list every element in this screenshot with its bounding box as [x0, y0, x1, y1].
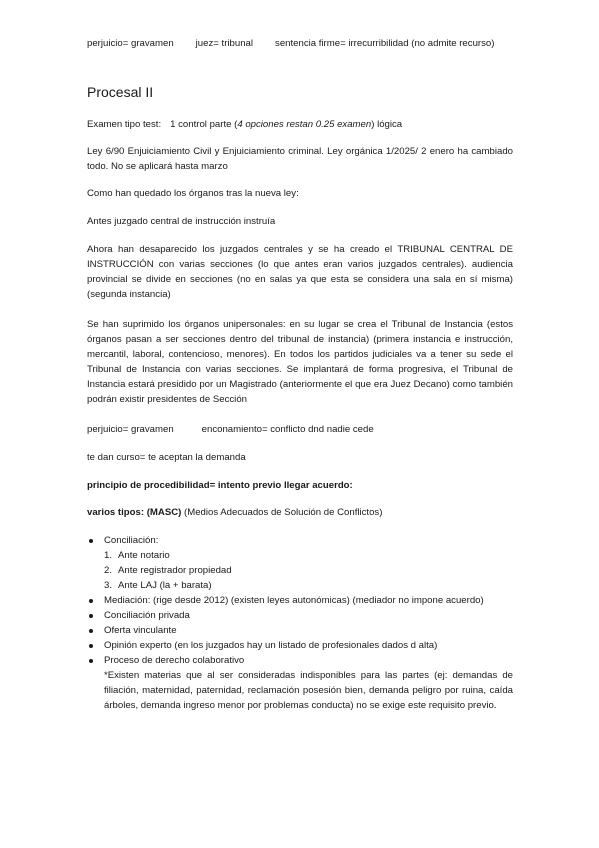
proceso-label: Proceso de derecho colaborativo [104, 655, 245, 666]
sublist-number: 1. [104, 550, 113, 561]
sublist-text: Ante registrador propiedad [118, 565, 232, 576]
conciliacion-sublist [104, 548, 513, 593]
exam-middle: 1 control parte ( [170, 119, 238, 130]
exam-suffix: ) lógica [371, 119, 403, 130]
sublist-text: Ante notario [118, 550, 170, 561]
como-quedado-paragraph: Como han quedado los órganos tras la nueva ley: [87, 188, 299, 199]
sublist-item [104, 548, 513, 563]
sublist-number: 3. [104, 580, 113, 591]
sublist-number: 2. [104, 565, 113, 576]
antes-paragraph: Antes juzgado central de instrucción instruía [87, 216, 276, 227]
sublist-text: Ante LAJ (la + barata) [118, 580, 212, 591]
list-item-oferta: Oferta vinculante [87, 623, 513, 638]
list-item-conciliacion-privada: Conciliación privada [87, 608, 513, 623]
conciliacion-label: Conciliación: [104, 535, 159, 546]
ley-paragraph: Ley 6/90 Enjuiciamiento Civil y Enjuiciamiento criminal. Ley orgánica 1/2025/ 2 enero ha cambiado todo. No se aplicará hasta marzo [87, 146, 513, 172]
exam-line [87, 117, 513, 132]
suprimido-paragraph: Se han suprimido los órganos unipersonales: en su lugar se crea el Tribunal de Instancia (estos órganos pasan a ser secciones dentro del tribunal de instancia) (primera instancia e instrucción, mercantil, laboral, contencioso, menores). En todos los partidos judiciales va a tener su sede el Tribunal de Instancia con varias secciones. Se implantará de forma progresiva, el Tribunal de Instancia estará presidido por un Magistrado (anteriormente el que era Juez Decano) como también podrán existir presidentes de Sección [87, 319, 513, 405]
header-def-sentencia: sentencia firme= irrecurribilidad (no admite recurso) [275, 38, 495, 49]
proceso-note: *Existen materias que al ser consideradas indisponibles para las partes (ej: demandas de filiación, maternidad, paternidad, reclamación posesión bien, demanda peligro por ruina, caída árboles, demanda ingreso menor por problemas conducta) no se exige este requisito previo. [104, 670, 513, 711]
sublist-item [104, 578, 513, 593]
te-dan-curso-line: te dan curso= te aceptan la demanda [87, 452, 246, 463]
def-enconamiento: enconamiento= conflicto dnd nadie cede [201, 424, 374, 435]
list-item-mediacion: Mediación: (rige desde 2012) (existen leyes autonómicas) (mediador no impone acuerdo) [87, 593, 513, 608]
list-item-conciliacion [87, 533, 513, 593]
header-def-juez: juez= tribunal [195, 38, 254, 49]
list-item-opinion: Opinión experto (en los juzgados hay un listado de profesionales dados d alta) [87, 638, 513, 653]
exam-italic: 4 opciones restan 0.25 examen [237, 119, 372, 130]
list-item-proceso [87, 653, 513, 713]
definitions-line [87, 422, 513, 437]
sublist-item [104, 563, 513, 578]
varios-tipos-desc: (Medios Adecuados de Solución de Conflictos) [184, 507, 383, 518]
varios-tipos-line [87, 505, 513, 520]
page-title: Procesal II [87, 84, 154, 100]
ahora-paragraph: Ahora han desaparecido los juzgados centrales y se ha creado el TRIBUNAL CENTRAL DE INSTRUCCIÓN con varias secciones (lo que antes eran varios juzgados centrales). audiencia provincial se divide en secciones (no en salas ya que esta se considera una sala en sí misma) (segunda instancia) [87, 244, 513, 300]
varios-tipos-label: varios tipos: (MASC) [87, 507, 182, 518]
def-perjuicio: perjuicio= gravamen [87, 424, 174, 435]
header-line [87, 36, 513, 51]
exam-prefix: Examen tipo test: [87, 119, 162, 130]
principio-heading: principio de procedibilidad= intento previo llegar acuerdo: [87, 480, 353, 491]
header-def-perjuicio: perjuicio= gravamen [87, 38, 174, 49]
masc-list [87, 533, 513, 713]
